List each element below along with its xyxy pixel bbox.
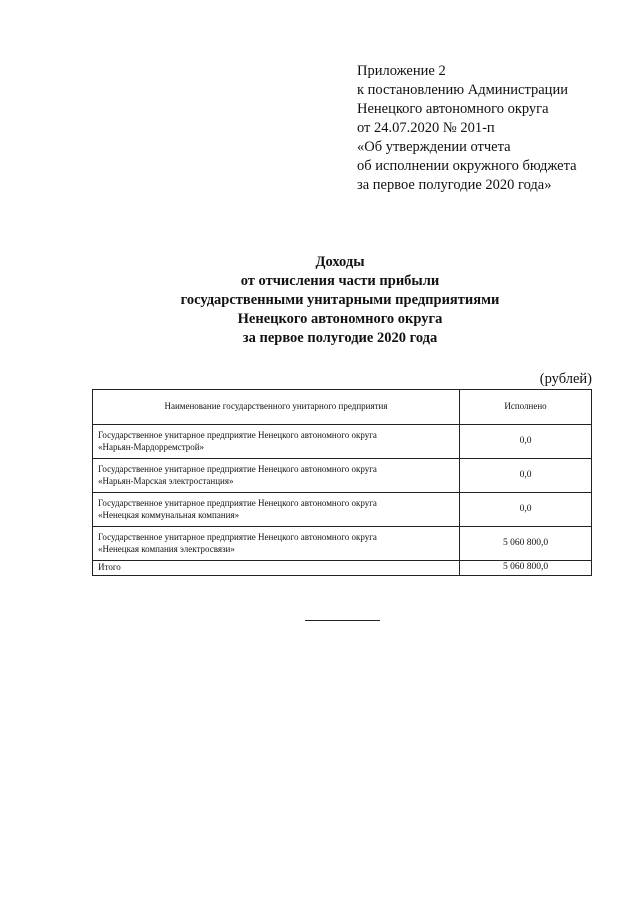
- total-label: Итого: [93, 561, 460, 576]
- enterprise-name-line: Государственное унитарное предприятие Ненецкого автономного округа: [98, 430, 377, 440]
- title-line: Доходы: [315, 254, 365, 270]
- title-line: за первое полугодие 2020 года: [242, 330, 438, 346]
- table-row: [93, 459, 592, 493]
- enterprise-name-line: «Ненецкая коммунальная компания»: [98, 509, 240, 520]
- executed-value: 0,0: [460, 459, 592, 493]
- appendix-line: об исполнении окружного бюджета: [357, 158, 577, 174]
- table-header-row: [93, 390, 592, 425]
- executed-value: 0,0: [460, 493, 592, 527]
- header-enterprise-name: Наименование государственного унитарного предприятия: [93, 390, 460, 425]
- enterprise-name-line: Государственное унитарное предприятие Ненецкого автономного округа: [98, 498, 377, 508]
- enterprise-name-line: Государственное унитарное предприятие Ненецкого автономного округа: [98, 464, 377, 474]
- appendix-line: к постановлению Администрации: [357, 82, 568, 98]
- header-executed: Исполнено: [460, 390, 592, 425]
- enterprise-name-cell: [93, 459, 460, 493]
- enterprise-name-cell: [93, 425, 460, 459]
- enterprise-name-line: «Нарьян-Марская электростанция»: [98, 475, 234, 486]
- title-line: Ненецкого автономного округа: [237, 311, 443, 327]
- total-value: 5 060 800,0: [460, 561, 592, 576]
- total-row: [93, 561, 592, 576]
- enterprise-name-cell: [93, 493, 460, 527]
- enterprise-name-line: «Нарьян-Мардорремстрой»: [98, 441, 205, 452]
- enterprise-name-cell: [93, 527, 460, 561]
- title-line: от отчисления части прибыли: [240, 273, 440, 289]
- appendix-line: Приложение 2: [357, 63, 446, 79]
- table-row: [93, 527, 592, 561]
- closing-divider: [305, 620, 380, 621]
- enterprise-name-line: «Ненецкая компания электросвязи»: [98, 543, 235, 554]
- executed-value: 0,0: [460, 425, 592, 459]
- appendix-note: [357, 62, 627, 195]
- appendix-line: за первое полугодие 2020 года»: [357, 177, 552, 193]
- revenue-table: [92, 389, 592, 576]
- table-row: [93, 493, 592, 527]
- table-row: [93, 425, 592, 459]
- executed-value: 5 060 800,0: [460, 527, 592, 561]
- title-line: государственными унитарными предприятиями: [180, 292, 500, 308]
- appendix-line: от 24.07.2020 № 201-п: [357, 120, 495, 136]
- appendix-line: «Об утверждении отчета: [357, 139, 511, 155]
- document-title: [90, 253, 590, 348]
- appendix-line: Ненецкого автономного округа: [357, 101, 549, 117]
- units-label: (рублей): [539, 371, 592, 387]
- enterprise-name-line: Государственное унитарное предприятие Ненецкого автономного округа: [98, 532, 377, 542]
